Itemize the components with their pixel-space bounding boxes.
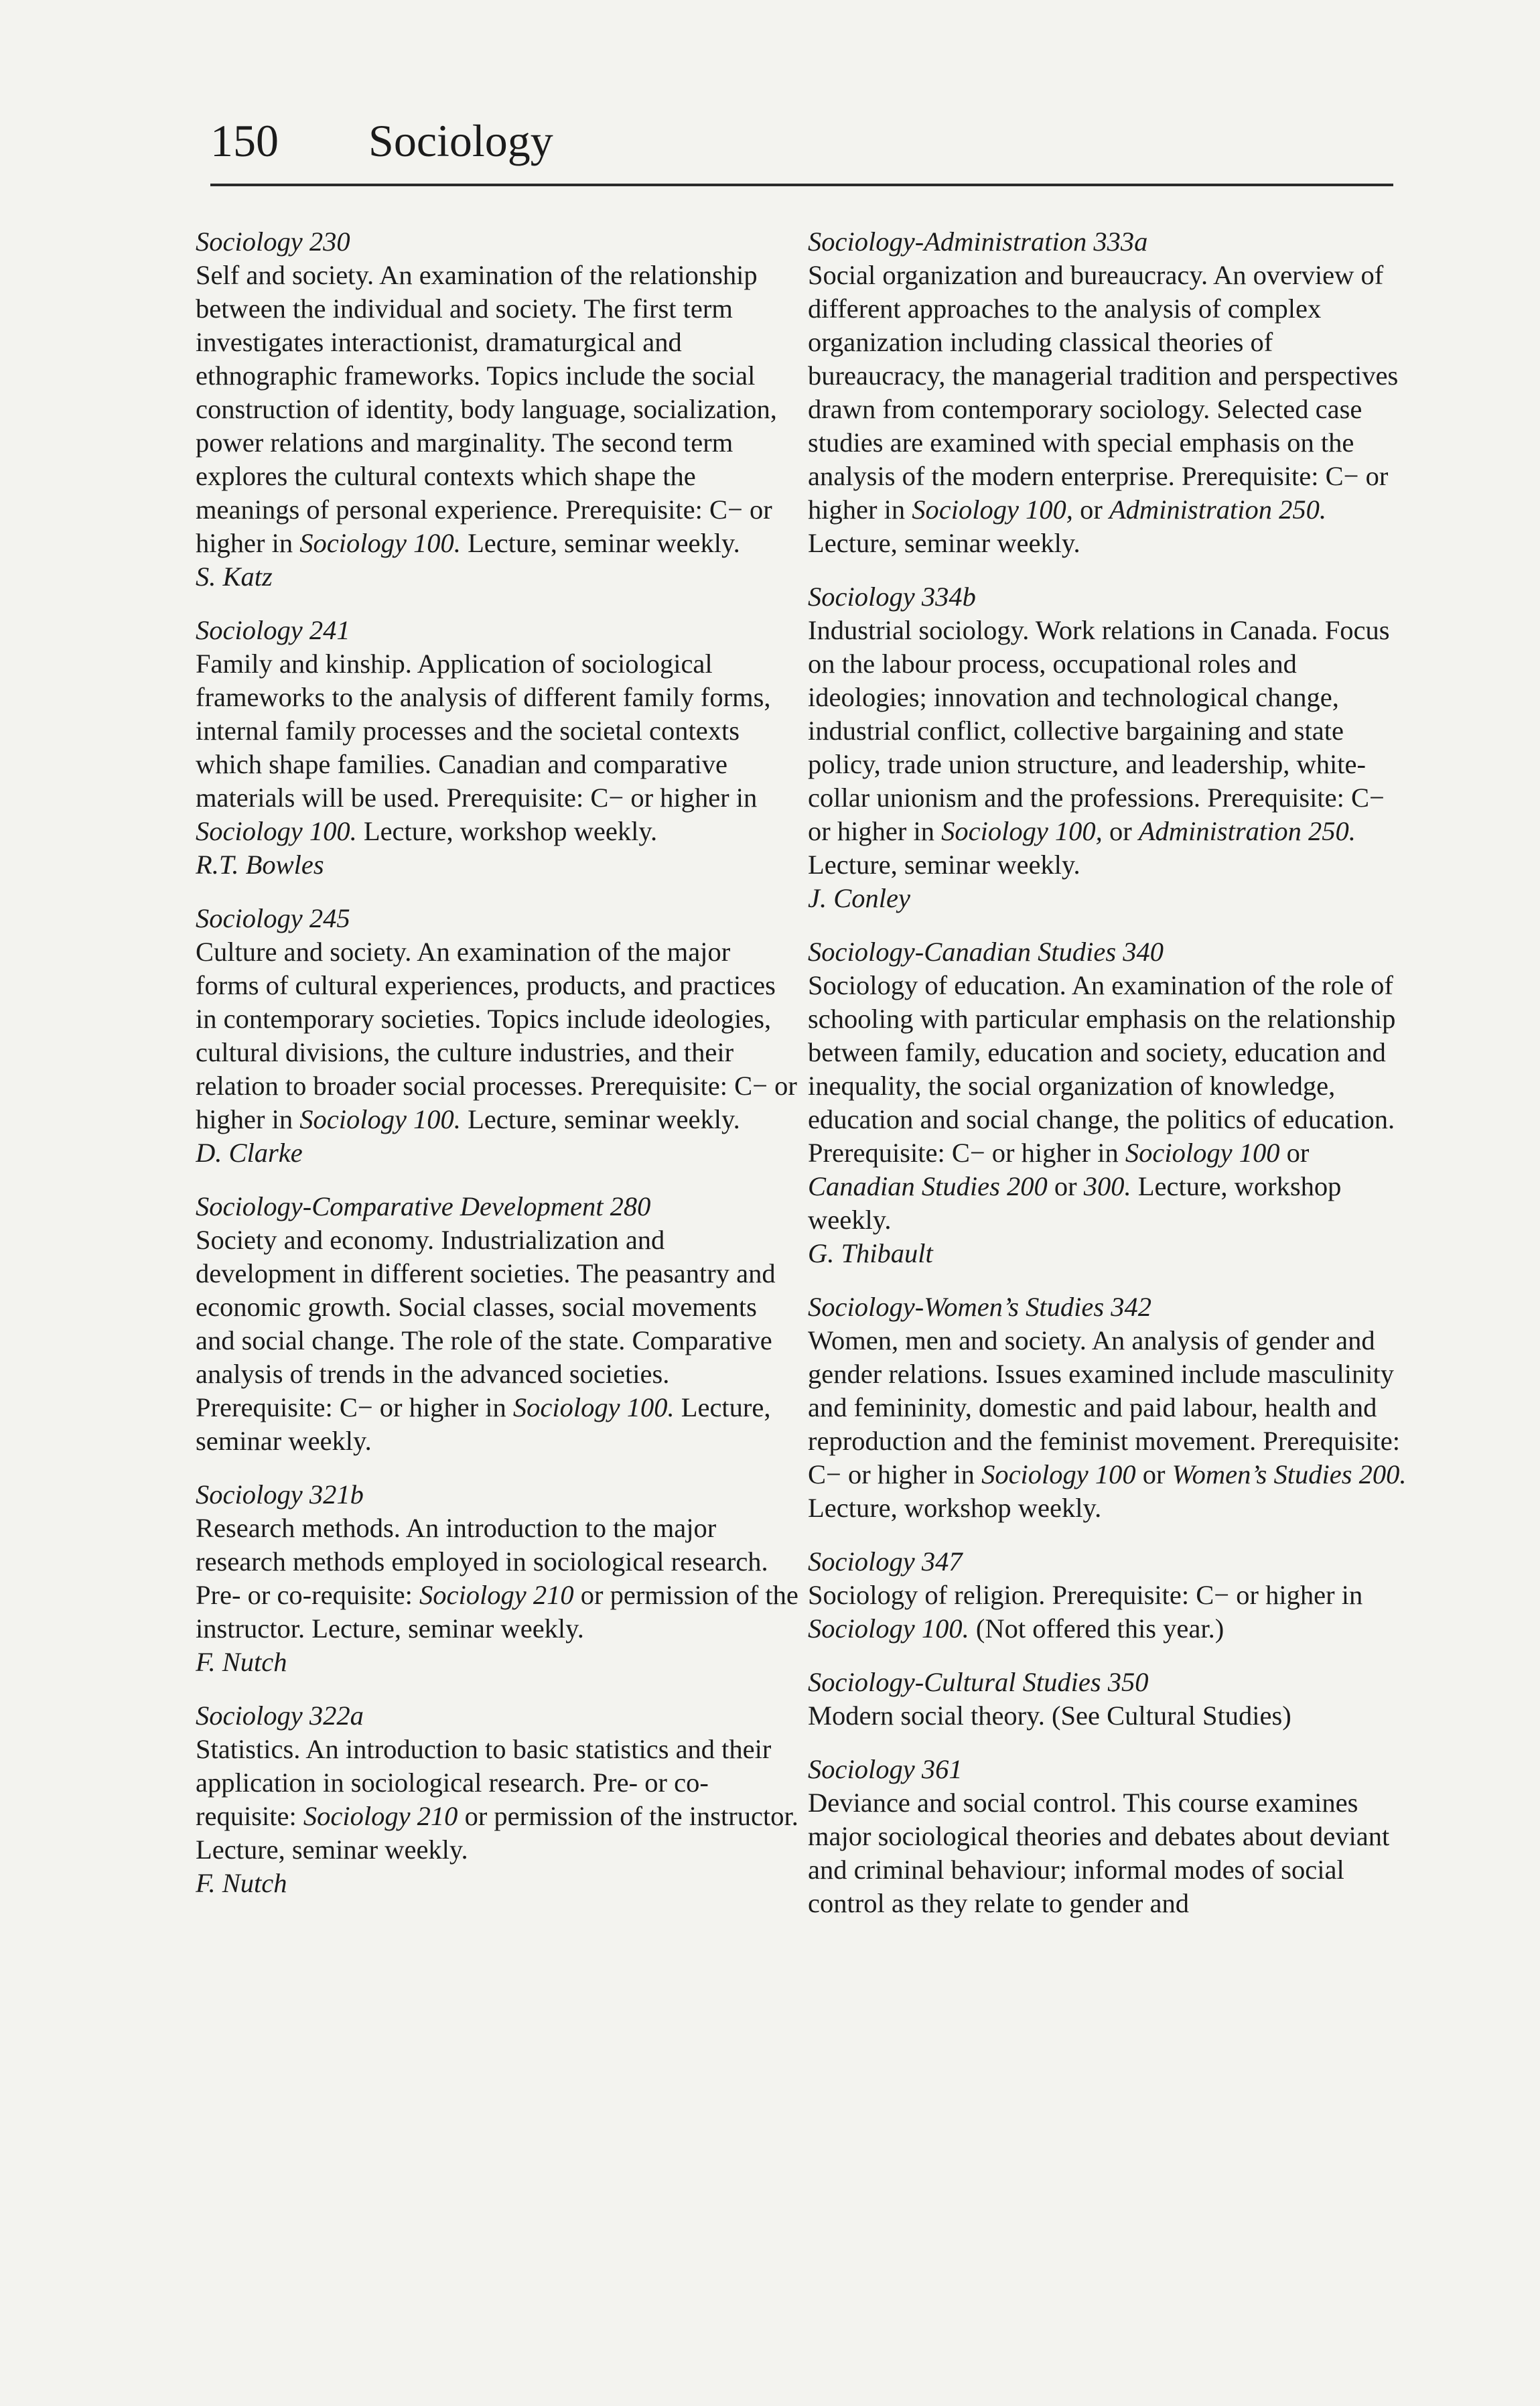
course-entry xyxy=(808,225,1411,560)
course-description xyxy=(808,614,1411,882)
course-description xyxy=(808,969,1411,1237)
course-heading: Sociology-Cultural Studies 350 xyxy=(808,1667,1149,1697)
course-entry xyxy=(196,902,798,1170)
course-heading: Sociology-Comparative Development 280 xyxy=(196,1191,651,1221)
description-text: Social organization and bureaucracy. An overview of different approaches to the analysis of complex organization including classical theories of bureaucracy, the managerial tradition and perspectives drawn from contemporary sociology. Selected case studies are examined with special emphasis on the analysis of the modern enterprise. Prerequisite: C− or higher in xyxy=(808,260,1399,525)
description-text: Lecture, seminar weekly. xyxy=(460,1104,740,1134)
description-text: Lecture, seminar weekly. xyxy=(808,850,1080,880)
course-entry xyxy=(808,1666,1411,1733)
description-text: or xyxy=(1279,1138,1310,1168)
course-entry xyxy=(808,1753,1411,1920)
course-description xyxy=(808,1786,1411,1920)
course-reference: Sociology 100 xyxy=(1125,1138,1280,1168)
course-heading: Sociology 322a xyxy=(196,1700,364,1731)
course-entry xyxy=(808,1290,1411,1525)
course-heading: Sociology-Women’s Studies 342 xyxy=(808,1292,1151,1322)
course-instructor: F. Nutch xyxy=(196,1868,287,1898)
course-entry xyxy=(808,580,1411,915)
course-reference: Sociology 100 xyxy=(981,1459,1136,1489)
course-heading: Sociology 334b xyxy=(808,582,976,612)
left-column xyxy=(196,225,798,2302)
page-header xyxy=(210,113,1393,190)
course-heading: Sociology 361 xyxy=(808,1754,963,1784)
description-text: Industrial sociology. Work relations in Canada. Focus on the labour process, occupational roles and ideologies; innovation and technological change, industrial conflict, collective bargaining and state policy, trade union structure, and leadership, white-collar unionism and the professions. Prerequisite: C− or higher in xyxy=(808,615,1390,846)
course-reference: Canadian Studies 200 xyxy=(808,1171,1048,1201)
description-text: or xyxy=(1072,494,1109,525)
description-text: Lecture, seminar weekly. xyxy=(808,528,1080,558)
course-entry xyxy=(196,1699,798,1900)
description-text: or xyxy=(1102,816,1139,846)
course-description xyxy=(196,259,798,560)
description-text: Sociology of religion. Prerequisite: C− or higher in xyxy=(808,1580,1363,1610)
course-heading: Sociology 347 xyxy=(808,1546,963,1577)
page-number: 150 xyxy=(210,115,279,166)
course-description xyxy=(196,647,798,848)
description-text: Lecture, seminar weekly. xyxy=(196,1392,771,1456)
course-instructor: R.T. Bowles xyxy=(196,850,324,880)
description-text: Self and society. An examination of the relationship between the individual and society. The first term investigates interactionist, dramaturgical and ethnographic frameworks. Topics include the social construction of identity, body language, socialization, power relations and marginality. The second term explores the cultural contexts which shape the meanings of personal experience. Prerequisite: C− or higher in xyxy=(196,260,777,558)
course-instructor: G. Thibault xyxy=(808,1238,933,1268)
course-heading: Sociology 241 xyxy=(196,615,350,645)
course-reference: Sociology 100. xyxy=(299,1104,461,1134)
course-reference: Sociology 100, xyxy=(941,816,1103,846)
course-heading: Sociology 321b xyxy=(196,1479,364,1510)
course-reference: Sociology 100. xyxy=(512,1392,675,1422)
course-reference: Sociology 100. xyxy=(196,816,357,846)
course-description xyxy=(196,1223,798,1458)
course-entry xyxy=(196,614,798,882)
description-text: Deviance and social control. This course examines major sociological theories and debates about deviant and criminal behaviour; informal modes of social control as they relate to gender and xyxy=(808,1788,1390,1918)
course-heading: Sociology-Canadian Studies 340 xyxy=(808,937,1164,967)
description-text: Culture and society. An examination of the major forms of cultural experiences, products, and practices in contemporary societies. Topics include ideologies, cultural divisions, the culture industries, and their relation to broader social processes. Prerequisite: C− or higher in xyxy=(196,937,797,1134)
course-instructor: J. Conley xyxy=(808,883,910,913)
course-reference: Sociology 100. xyxy=(299,528,461,558)
course-entry xyxy=(196,1478,798,1679)
course-instructor: D. Clarke xyxy=(196,1138,303,1168)
description-text: Statistics. An introduction to basic statistics and their application in sociological research. Pre- or co-requisite: xyxy=(196,1734,772,1831)
course-description xyxy=(196,1733,798,1867)
description-text: Modern social theory. (See Cultural Studies) xyxy=(808,1700,1291,1731)
course-instructor: S. Katz xyxy=(196,561,273,592)
course-entry xyxy=(196,225,798,594)
course-entry xyxy=(808,935,1411,1270)
course-description xyxy=(808,1324,1411,1525)
description-text: (Not offered this year.) xyxy=(969,1613,1224,1644)
course-heading: Sociology-Administration 333a xyxy=(808,226,1148,257)
description-text: Research methods. An introduction to the major research methods employed in sociological research. Pre- or co-requisite: xyxy=(196,1513,768,1610)
course-description xyxy=(196,935,798,1136)
course-instructor: F. Nutch xyxy=(196,1647,287,1677)
course-reference: Sociology 210 xyxy=(419,1580,574,1610)
right-column xyxy=(808,225,1411,2302)
description-text: Lecture, seminar weekly. xyxy=(460,528,740,558)
running-title: Sociology xyxy=(368,115,553,166)
course-description xyxy=(808,1579,1411,1646)
description-text: or permission of the instructor. Lecture, seminar weekly. xyxy=(196,1580,798,1644)
course-description xyxy=(808,1699,1411,1733)
description-text: or permission of the instructor. Lecture, seminar weekly. xyxy=(196,1801,798,1865)
course-reference: Administration 250. xyxy=(1138,816,1356,846)
description-text: Society and economy. Industrialization and development in different societies. The peasantry and economic growth. Social classes, social movements and social change. The role of the state. Comparative analysis of trends in the advanced societies. Prerequisite: C− or higher in xyxy=(196,1225,776,1422)
description-text: Lecture, workshop weekly. xyxy=(808,1171,1342,1235)
course-heading: Sociology 230 xyxy=(196,226,350,257)
course-reference: Women’s Studies 200. xyxy=(1172,1459,1407,1489)
course-entry xyxy=(196,1190,798,1458)
header-rule xyxy=(210,184,1393,186)
course-reference: Sociology 210 xyxy=(303,1801,458,1831)
description-text: or xyxy=(1135,1459,1172,1489)
description-text: or xyxy=(1047,1171,1084,1201)
description-text: Lecture, workshop weekly. xyxy=(808,1493,1102,1523)
description-text: Family and kinship. Application of sociological frameworks to the analysis of different family forms, internal family processes and the societal contexts which shape families. Canadian and comparative materials will be used. Prerequisite: C− or higher in xyxy=(196,649,771,813)
course-reference: 300. xyxy=(1083,1171,1131,1201)
description-text: Sociology of education. An examination of the role of schooling with particular emphasis on the relationship between family, education and society, education and inequality, the social organization of knowledge, education and social change, the politics of education. Prerequisite: C− or higher in xyxy=(808,970,1396,1168)
description-text: Lecture, workshop weekly. xyxy=(356,816,658,846)
course-description xyxy=(196,1512,798,1646)
course-reference: Administration 250. xyxy=(1109,494,1326,525)
course-heading: Sociology 245 xyxy=(196,903,350,933)
course-reference: Sociology 100, xyxy=(912,494,1073,525)
course-description xyxy=(808,259,1411,560)
course-reference: Sociology 100. xyxy=(808,1613,969,1644)
course-entry xyxy=(808,1545,1411,1646)
description-text: Women, men and society. An analysis of gender and gender relations. Issues examined include masculinity and femininity, domestic and paid labour, health and reproduction and the feminist movement. Prerequisite: C− or higher in xyxy=(808,1325,1401,1489)
